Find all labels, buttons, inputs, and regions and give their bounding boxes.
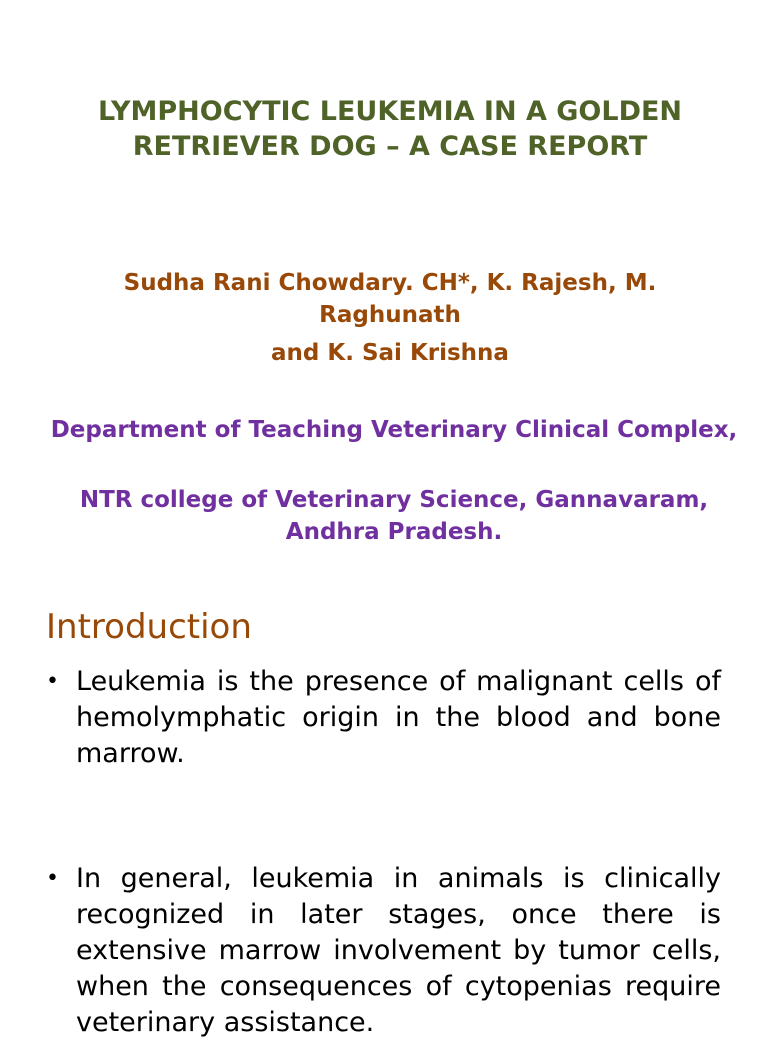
- bullet-text: In general, leukemia in animals is clinically recognized in later stages, once there is extensive marrow involvement by tumor cells, when the consequences of cytopenias require veterinary assistance.: [76, 863, 721, 1038]
- section-heading: Introduction: [46, 607, 252, 647]
- bullet-item: [46, 664, 721, 772]
- affiliation-department: Department of Teaching Veterinary Clinical Complex,: [50, 417, 738, 443]
- bullet-point-icon: •: [46, 669, 59, 694]
- authors-line-1: Sudha Rani Chowdary. CH*, K. Rajesh, M. Raghunath: [123, 270, 657, 328]
- bullet-item: [46, 861, 721, 1041]
- bullet-text: Leukemia is the presence of malignant cells of hemolymphatic origin in the blood and bone marrow.: [76, 666, 721, 769]
- bullet-point-icon: •: [46, 866, 59, 891]
- authors-line-2: and K. Sai Krishna: [271, 340, 509, 366]
- document-title: LYMPHOCYTIC LEUKEMIA IN A GOLDEN RETRIEVER DOG – A CASE REPORT: [97, 96, 683, 162]
- affiliation-college: NTR college of Veterinary Science, Gannavaram, Andhra Pradesh.: [79, 487, 709, 545]
